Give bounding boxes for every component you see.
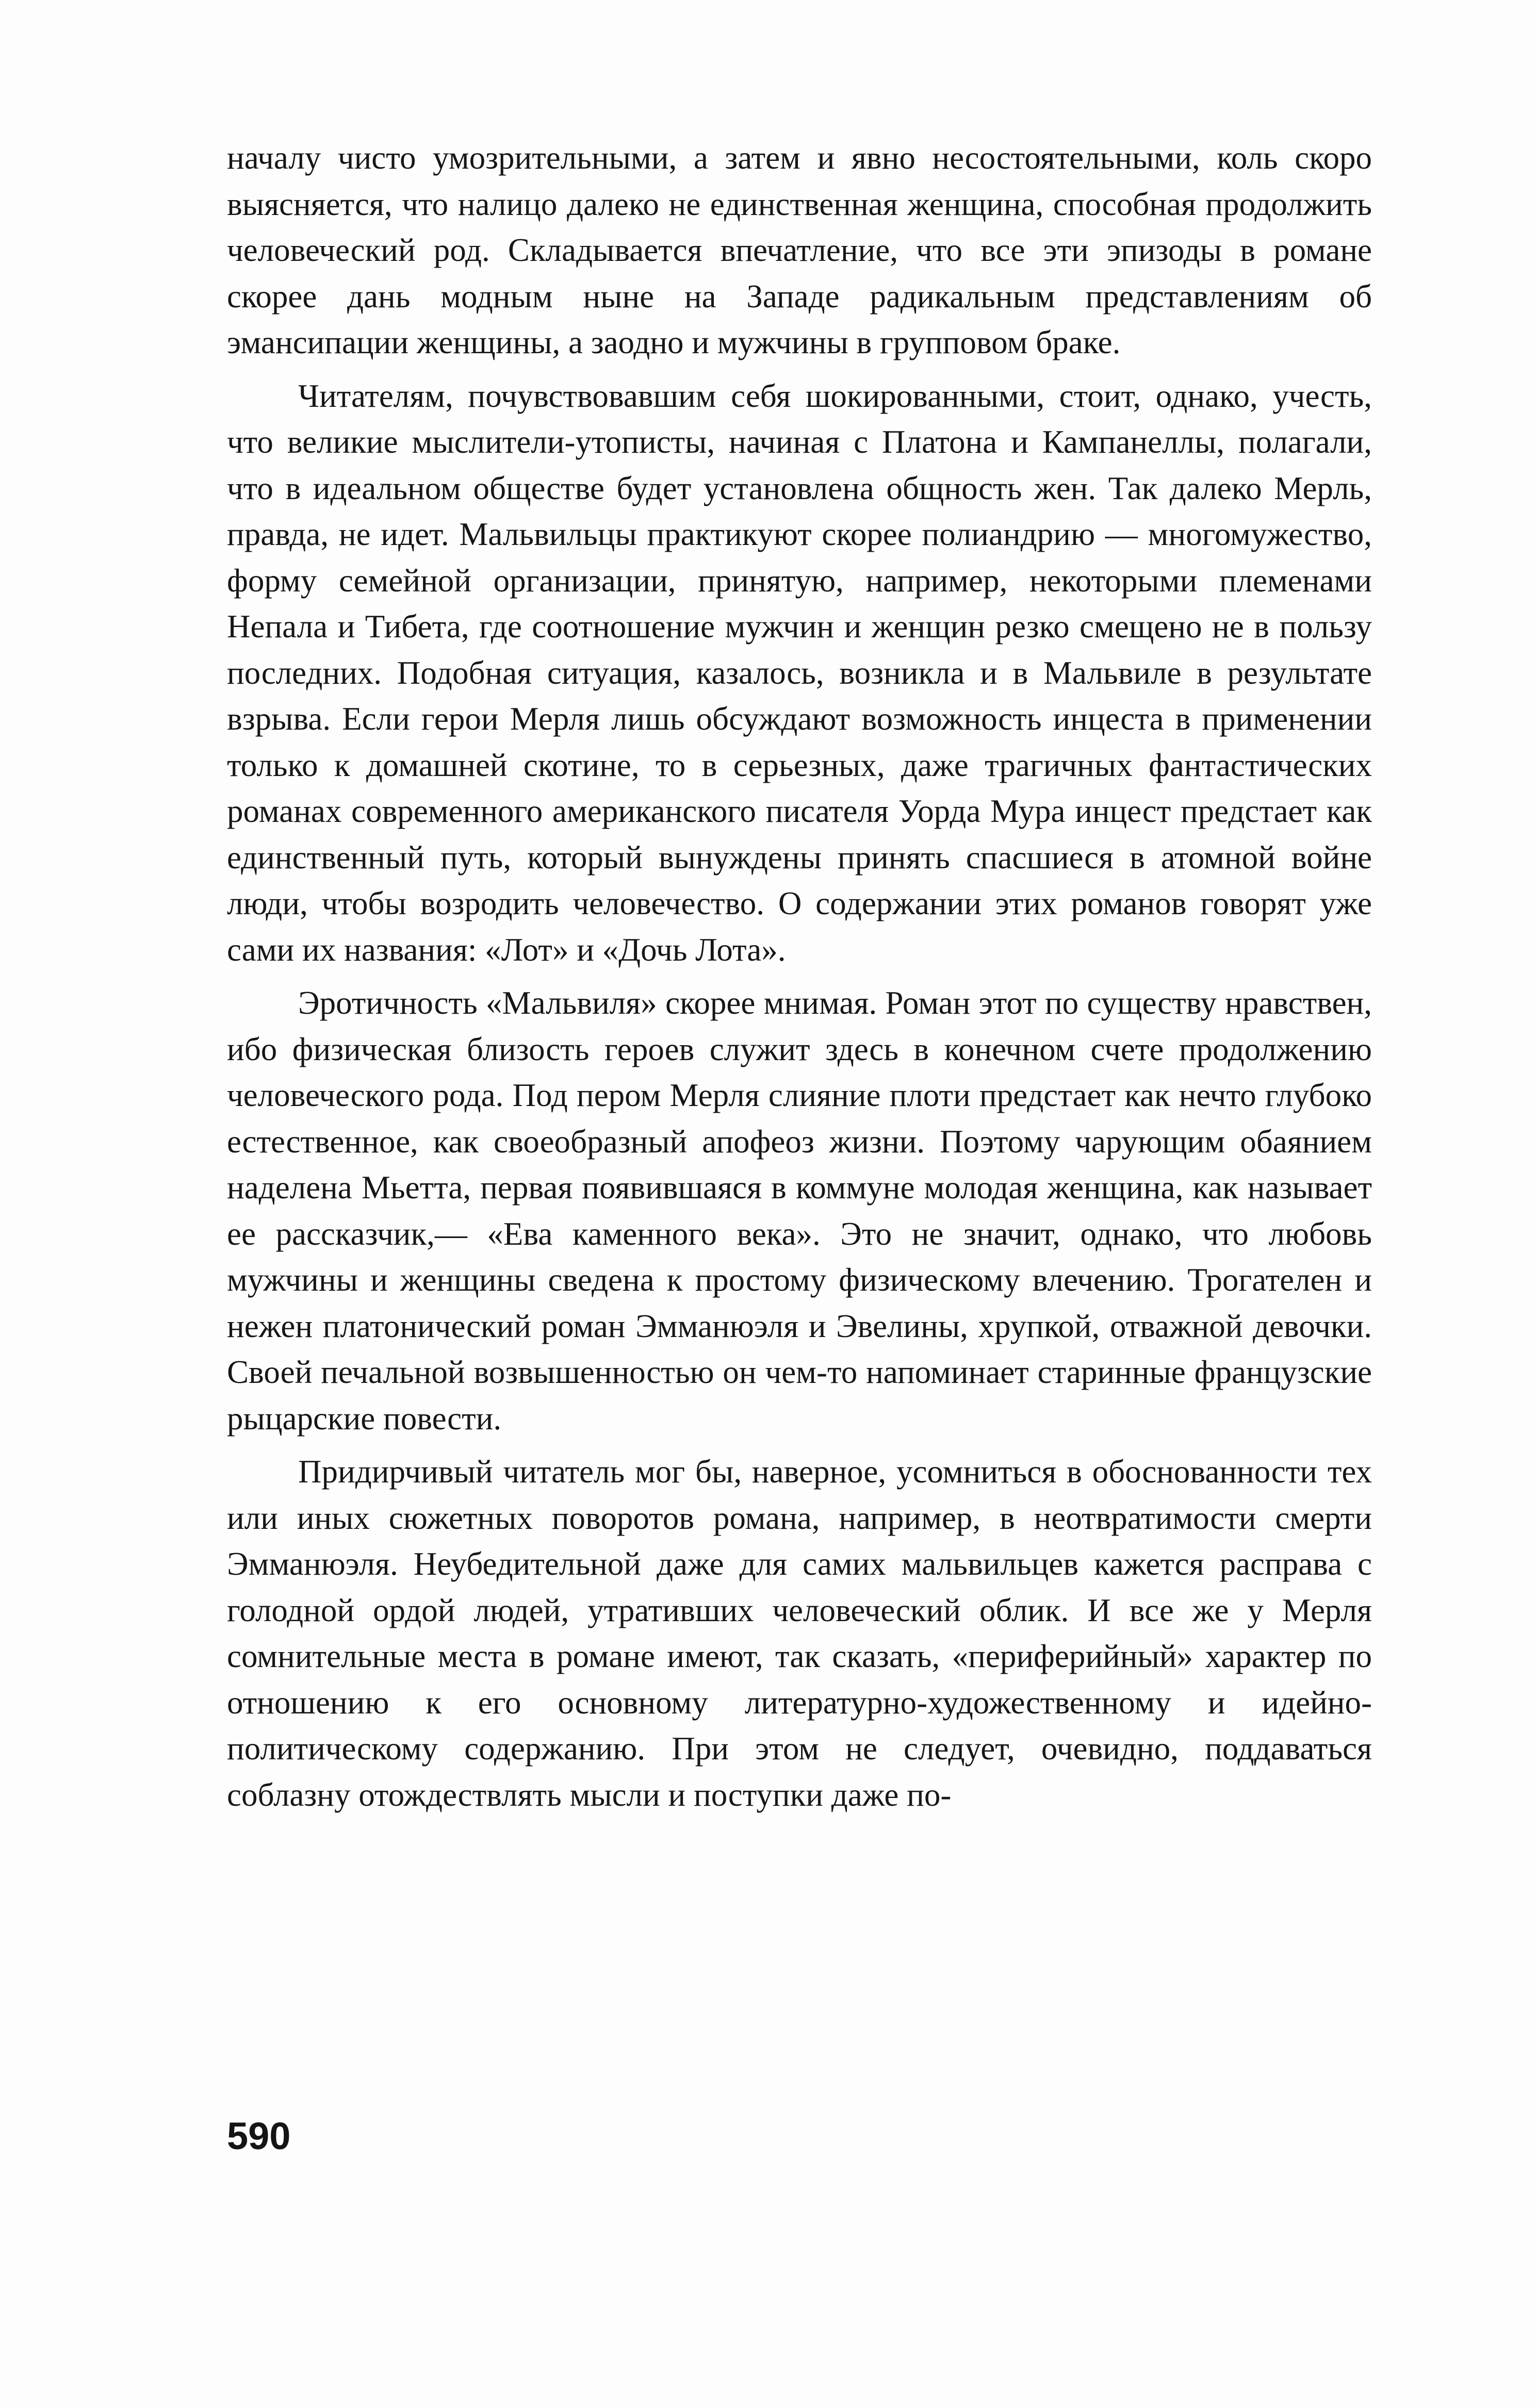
paragraph: Читателям, почувствовавшим себя шокированными, стоит, однако, учесть, что великие мыслители-утописты, начиная с Платона и Кампанеллы, полагали, что в идеальном обществе будет установлена общность жен. Так далеко Мерль, правда, не идет. Мальвильцы практикуют скорее полиандрию — многомужество, форму семейной организации, принятую, например, некоторыми племенами Непала и Тибета, где соотношение мужчин и женщин резко смещено не в пользу последних. Подобная ситуация, казалось, возникла и в Мальвиле в результате взрыва. Если герои Мерля лишь обсуждают возможность инцеста в применении только к домашней скотине, то в серьезных, даже трагичных фантастических романах современного американского писателя Уорда Мура инцест предстает как единственный путь, который вынуждены принять спасшиеся в атомной войне люди, чтобы возродить человечество. О содержании этих романов говорят уже сами их названия: «Лот» и «Дочь Лота». (227, 377, 1372, 968)
body-text (227, 135, 1372, 1825)
paragraph: Придирчивый читатель мог бы, наверное, усомниться в обоснованности тех или иных сюжетных поворотов романа, например, в неотвратимости смерти Эмманюэля. Неубедительной даже для самих мальвильцев кажется расправа с голодной ордой людей, утративших человеческий облик. И все же у Мерля сомнительные места в романе имеют, так сказать, «периферийный» характер по отношению к его основному литературно-художественному и идейно-политическому содержанию. При этом не следует, очевидно, поддаваться соблазну отождествлять мысли и поступки даже по- (227, 1454, 1372, 1813)
paragraph: Эротичность «Мальвиля» скорее мнимая. Роман этот по существу нравствен, ибо физическая близость героев служит здесь в конечном счете продолжению человеческого рода. Под пером Мерля слияние плоти предстает как нечто глубоко естественное, как своеобразный апофеоз жизни. Поэтому чарующим обаянием наделена Мьетта, первая появившаяся в коммуне молодая женщина, как называет ее рассказчик,— «Ева каменного века». Это не значит, однако, что любовь мужчины и женщины сведена к простому физическому влечению. Трогателен и нежен платонический роман Эмманюэля и Эвелины, хрупкой, отважной девочки. Своей печальной возвышенностью он чем-то напоминает старинные французские рыцарские повести. (227, 985, 1372, 1437)
page-number: 590 (227, 2115, 291, 2157)
paragraph-continued: началу чисто умозрительными, а затем и явно несостоятельными, коль скоро выясняется, что налицо далеко не единственная женщина, способная продолжить человеческий род. Складывается впечатление, что все эти эпизоды в романе скорее дань модным ныне на Западе радикальным представлениям об эмансипации женщины, а заодно и мужчины в групповом браке. (227, 140, 1372, 360)
